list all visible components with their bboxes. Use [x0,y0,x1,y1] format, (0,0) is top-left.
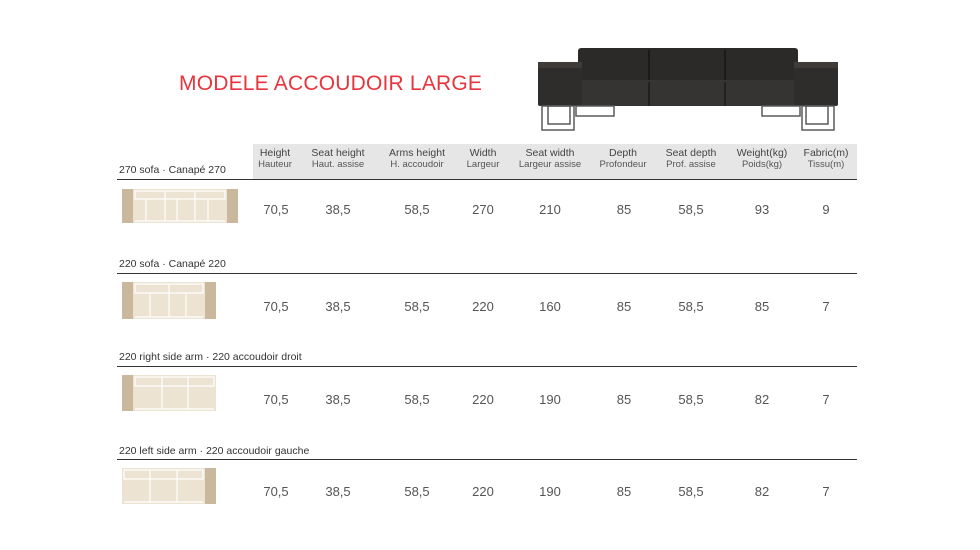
cell-270-seat-height: 38,5 [325,202,351,217]
sofa-220-diagram [122,282,216,319]
row-divider [117,273,857,274]
sofa-270-diagram [122,189,238,223]
cell-220-seat-width: 160 [539,299,561,314]
cell-left-depth: 85 [616,484,632,499]
row-divider [117,366,857,367]
cell-left-height: 70,5 [263,484,289,499]
column-header-seat-width: Seat width Largeur assise [518,147,582,170]
cell-220-fabric: 7 [822,299,830,314]
cell-right-seat-width: 190 [539,392,561,407]
cell-270-fabric: 9 [822,202,830,217]
cell-right-depth: 85 [616,392,632,407]
page-title: MODELE ACCOUDOIR LARGE [179,72,483,95]
cell-220-seat-height: 38,5 [325,299,351,314]
cell-220-depth: 85 [616,299,632,314]
cell-270-width: 270 [472,202,494,217]
column-header-arms-height: Arms height H. accoudoir [388,147,446,170]
cell-left-seat-width: 190 [539,484,561,499]
column-header-height: Height Hauteur [258,147,292,170]
cell-left-seat-height: 38,5 [325,484,351,499]
row-divider [117,459,857,460]
column-header-seat-height: Seat height Haut. assise [311,147,365,170]
cell-right-width: 220 [472,392,494,407]
cell-220-height: 70,5 [263,299,289,314]
cell-left-seat-depth: 58,5 [678,484,704,499]
cell-right-seat-depth: 58,5 [678,392,704,407]
row-label-220-left-arm: 220 left side arm · 220 accoudoir gauche [119,445,310,457]
row-label-220-right-arm: 220 right side arm · 220 accoudoir droit [119,351,302,363]
row-label-270-sofa: 270 sofa · Canapé 270 [119,164,226,176]
cell-right-arms-height: 58,5 [404,392,430,407]
cell-270-seat-width: 210 [539,202,561,217]
cell-220-weight: 85 [754,299,770,314]
column-header-depth: Depth Profondeur [599,147,647,170]
column-header-seat-depth: Seat depth Prof. assise [665,147,717,170]
cell-left-fabric: 7 [822,484,830,499]
column-header-width: Width Largeur [466,147,500,170]
cell-220-seat-depth: 58,5 [678,299,704,314]
sofa-220-left-arm-diagram [122,468,216,504]
column-header-fabric: Fabric(m) Tissu(m) [803,147,849,170]
cell-right-fabric: 7 [822,392,830,407]
cell-right-weight: 82 [754,392,770,407]
row-divider [117,179,857,180]
cell-220-arms-height: 58,5 [404,299,430,314]
sofa-220-right-arm-diagram [122,375,216,411]
cell-left-weight: 82 [754,484,770,499]
cell-270-weight: 93 [754,202,770,217]
cell-left-arms-height: 58,5 [404,484,430,499]
cell-right-height: 70,5 [263,392,289,407]
cell-right-seat-height: 38,5 [325,392,351,407]
cell-270-seat-depth: 58,5 [678,202,704,217]
row-label-220-sofa: 220 sofa · Canapé 220 [119,258,226,270]
cell-270-arms-height: 58,5 [404,202,430,217]
sofa-photo [536,44,841,132]
cell-270-height: 70,5 [263,202,289,217]
cell-220-width: 220 [472,299,494,314]
column-header-weight: Weight(kg) Poids(kg) [736,147,788,170]
cell-left-width: 220 [472,484,494,499]
cell-270-depth: 85 [616,202,632,217]
